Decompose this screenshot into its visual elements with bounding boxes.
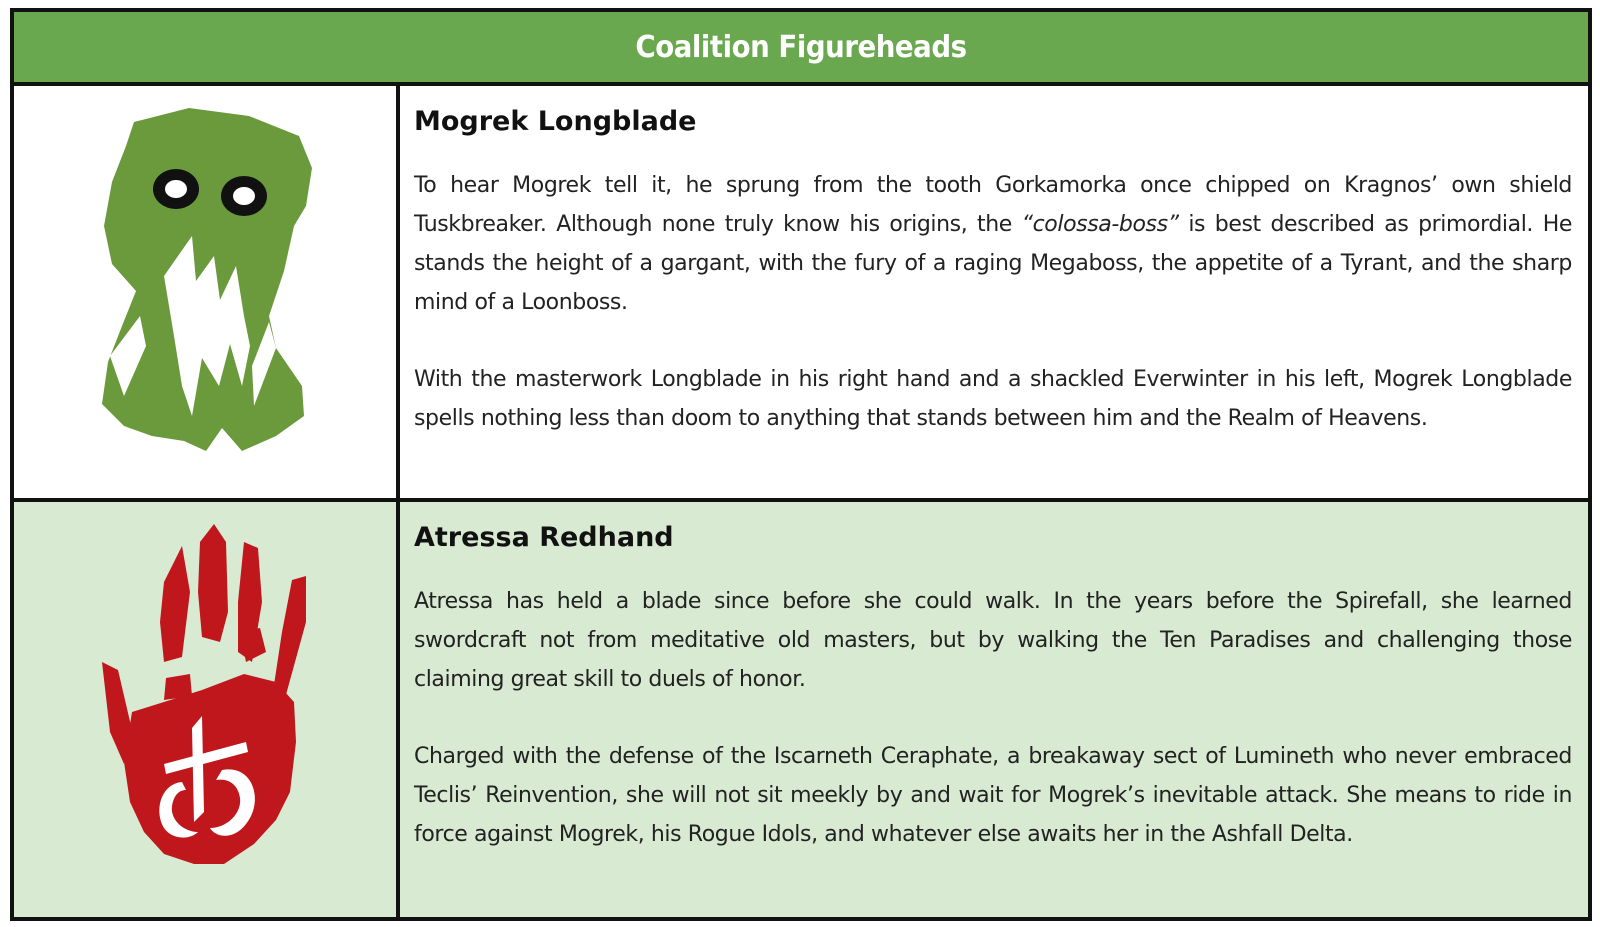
green-orruk-skull-icon: [14, 86, 396, 498]
figurehead-name: Atressa Redhand: [414, 522, 674, 553]
emphasis-term: “colossa-boss”: [1021, 212, 1179, 237]
figurehead-name: Mogrek Longblade: [414, 106, 697, 137]
table-header: [14, 12, 1588, 86]
icon-cell: [14, 86, 400, 498]
icon-cell: [14, 502, 400, 917]
table-title: Coalition Figureheads: [635, 29, 967, 65]
description-paragraph: With the masterwork Longblade in his right hand and a shackled Everwinter in his left, Mogrek Longblade spells nothing less than doom to anything that stands between him and the Realm of Heavens.: [414, 367, 1572, 431]
description-cell: [400, 86, 1588, 498]
red-hand-rune-icon: [14, 502, 396, 917]
figureheads-table: [10, 8, 1592, 921]
description-paragraph: To hear Mogrek tell it, he sprung from the tooth Gorkamorka once chipped on Kragnos’ own shield Tuskbreaker. Although none truly know his origins, the “colossa-boss” is best described as primordial. He stands the height of a gargant, with the fury of a raging Megaboss, the appetite of a Tyrant, and the sharp mind of a Loonboss.: [414, 173, 1573, 315]
description-cell: [400, 502, 1588, 917]
figurehead-row-mogrek: [14, 86, 1588, 502]
figurehead-row-atressa: [14, 502, 1588, 917]
description-paragraph: Charged with the defense of the Iscarneth Ceraphate, a breakaway sect of Lumineth who never embraced Teclis’ Reinvention, she will not sit meekly by and wait for Mogrek’s inevitable attack. She means to ride in force against Mogrek, his Rogue Idols, and whatever else awaits her in the Ashfall Delta.: [414, 744, 1572, 847]
description-paragraph: Atressa has held a blade since before she could walk. In the years before the Spirefall, she learned swordcraft not from meditative old masters, but by walking the Ten Paradises and challenging those claiming great skill to duels of honor.: [414, 589, 1572, 692]
